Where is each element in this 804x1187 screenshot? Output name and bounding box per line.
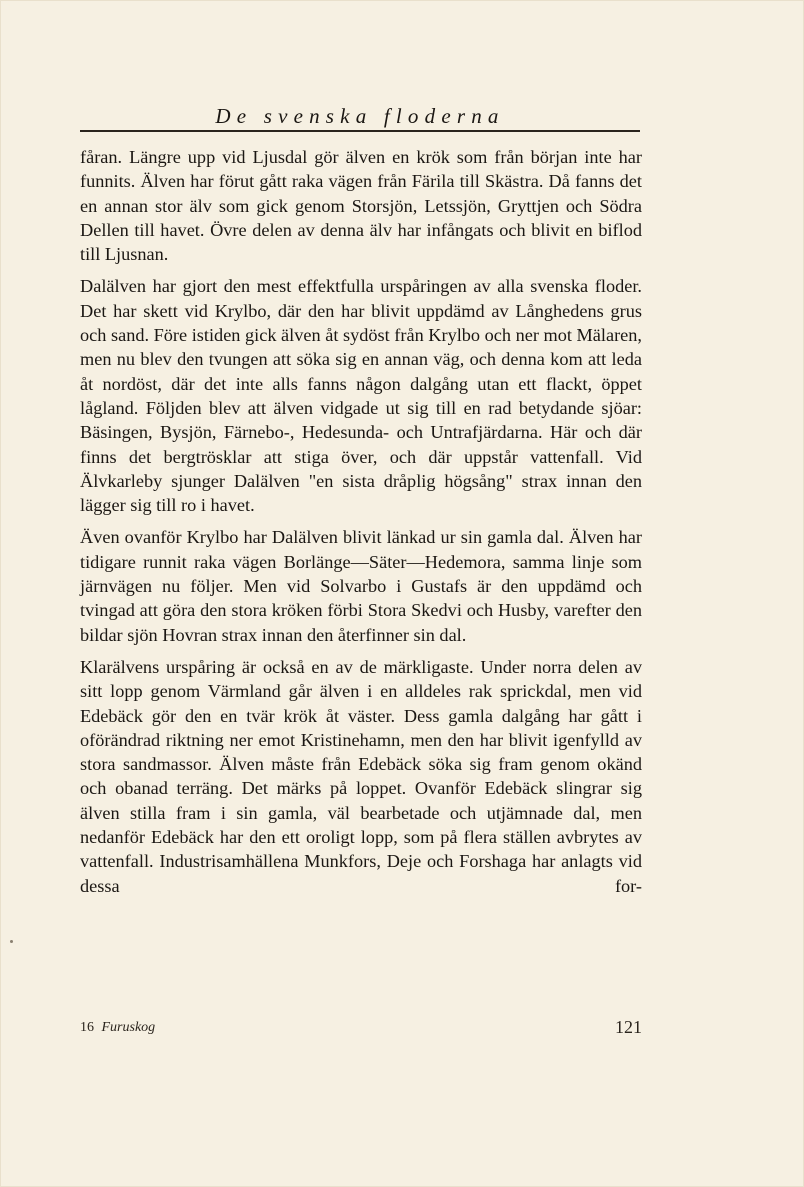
signature-name: Furuskog xyxy=(101,1020,156,1035)
header-rule xyxy=(80,130,640,132)
paragraph: fåran. Längre upp vid Ljusdal gör älven en krök som från början inte har funnits. Älven har förut gått raka vägen från Färila till Skästra. Då fanns det en annan stor älv som gick genom Storsjön, Letssjön, Gryttjen och Södra Dellen till havet. Övre delen av denna älv har infångats och blivit en biflod till Ljusnan. xyxy=(80,147,642,265)
paragraph: Dalälven har gjort den mest effektfulla urspåringen av alla svenska floder. Det har skett vid Krylbo, där den har blivit uppdämd av Långhedens grus och sand. Före istiden gick älven åt sydöst från Krylbo och ner mot Mälaren, men nu blev den tvungen att söka sig en annan väg, och denna kom att leda åt nordöst, där det inte alls fanns någon dalgång utan ett flackt, öppet lågland. Följden blev att älven vidgade ut sig till en rad betydande sjöar: Bäsingen, Bysjön, Färnebo-, Hedesunda- och Untrafjärdarna. Här och där finns det bergtrösklar att stiga över, och där uppstår vattenfall. Vid Älvkarleby sjunger Dalälven "en sista dråplig högsång" strax innan den lägger sig till ro i havet. xyxy=(80,276,643,516)
page-number: 121 xyxy=(615,1017,642,1037)
paper-speck xyxy=(10,940,13,943)
signature-number: 16 xyxy=(80,1020,94,1035)
running-head: De svenska floderna xyxy=(215,104,505,128)
paragraph: Även ovanför Krylbo har Dalälven blivit länkad ur sin gamla dal. Älven har tidigare runnit raka vägen Borlänge—Säter—Hedemora, samma linje som järnvägen nu följer. Men vid Solvarbo i Gustafs är den uppdämd och tvingad att göra den stora kröken förbi Stora Skedvi och Husby, varefter den bildar sjön Hovran strax innan den återfinner sin dal. xyxy=(80,527,642,645)
body-text xyxy=(80,145,642,906)
paragraph: Klarälvens urspåring är också en av de märkligaste. Under norra delen av sitt lopp genom Värmland går älven i en alldeles rak sprickdal, men vid Edebäck gör den en tvär krök åt väster. Dess gamla dalgång har gått i oförändrad riktning ner emot Kristinehamn, men den har blivit igenfylld av stora sandmassor. Älven måste från Edebäck söka sig fram genom okänd och obanad terräng. Det märks på loppet. Ovanför Edebäck slingrar sig älven stilla fram i sin gamla, väl bearbetade och utjämnade dal, men nedanför Edebäck har den ett oroligt lopp, som på flera ställen avbrytes av vattenfall. Industrisamhällena Munkfors, Deje och Forshaga har anlagts vid dessa for- xyxy=(80,656,642,896)
printer-signature xyxy=(80,1018,155,1038)
